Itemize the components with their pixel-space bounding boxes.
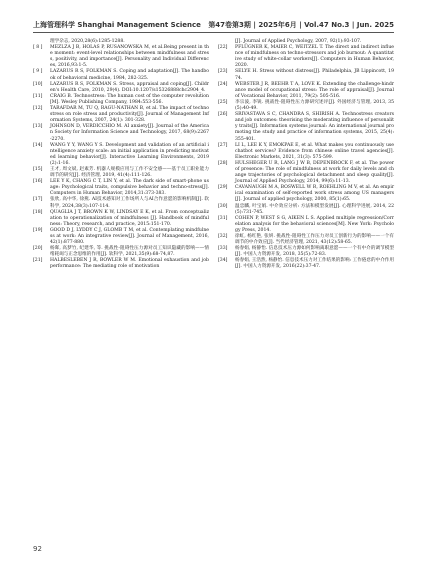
reference-entry [33,210,209,228]
page-number: 92 [33,545,42,553]
reference-number: [19] [33,227,43,233]
reference-text: LI L, LEE K Y, EMOKPAE E, et al. What makes you continuously use chatbot services? Evidence from chinese online travel agencies[J]. Electronic Markets, 2021, 31(3): 575-599. [235,142,394,160]
reference-entry [218,100,394,112]
reference-number: [21] [33,258,43,264]
reference-text: 张欣, 高中华, 徐燕. AI技术感知对工作场所人与AI合作意愿的影响机制[J]. 软科学, 2024,38(3):107-114. [50,197,209,209]
reference-entry [218,45,394,69]
reference-text: 王才, 周文斌, 赵素芳. 机器人规模应用与工作不安全感——基于员工职业能力调节的研究[J]. 经济管理, 2019, 41(4):111-126. [50,166,209,179]
reference-text: SRIVASTAVA S C, CHANDRA S, SHIRISH A. Technostress creators and job outcomes: theorising the moderating influence of personality traits[J]. Information systems journal: An international journal promoting the study and practice of information systems, 2015, 25(4):355-401. [235,112,394,142]
reference-number: [32] [218,234,228,239]
journal-title: 上海管理科学 Shanghai Management Science [33,21,201,29]
reference-entry [33,124,209,142]
reference-text: PFLÜGNER K, MAIER C, WEITZEL T. The direct and indirect influence of mindfulness on techno-stressors and job burnout: A quantitative study of white-collar workers[J]. Computers in Human Behavior, 2020. [235,45,394,69]
reference-number: [ 8 ] [33,45,43,51]
reference-number: [14] [33,142,43,148]
reference-number: [ 9 ] [33,69,43,75]
reference-number: [27] [218,142,228,148]
reference-number: [34] [218,258,228,264]
reference-text: WEBSTER J R, BEEHR T A, LOVE K. Extending the challenge-hindrance model of occupational stress: The role of appraisal[J]. Journal of Vocational Behavior, 2011, 79(2): 505-516. [235,81,394,99]
reference-text: JOHNSON D, VERDICCHIO M. AI anxiety[J]. Journal of the American Society for Information Science and Technology, 2017, 68(9):2267-2270. [50,124,209,142]
reference-entry [218,258,394,270]
reference-number: [23] [218,69,228,75]
reference-text: CRAIG B. Technostress: The human cost of the computer revolution[M]. Wesley Publishing Company, 1984:553-556. [50,93,209,105]
reference-number: [28] [218,160,228,166]
reference-text: SELYE H. Stress without distress[J]. Philadelphia, JB Lippincott, 1974. [235,69,394,81]
reference-text: QUAGLIA J T, BROWN K W, LINDSAY E K, et al. From conceptualization to operationalization of mindfulness [J]. Handbook of mindfulness: Theory, research, and practice, 2015:151-170. [50,209,209,227]
reference-entry [218,161,394,185]
reference-text: HALBESLEBEN J R, BOWLER W M. Emotional exhaustion and job performance: The mediating role of motivation [50,258,209,270]
reference-number: [16] [33,179,43,185]
reference-text: LAZARUS R S, FOLKMAN S. Coping and adaptation[J]. The handbook of behavioral medicine, 1984, 282-325. [50,69,209,81]
reference-entry [33,179,209,197]
reference-number: [18] [33,209,43,215]
reference-entry [218,112,394,142]
reference-entry [218,69,394,81]
reference-text: TARAFDAR M, TU Q, RAGU-NATHAN B, et al. The impact of technostress on role stress and productivity[J]. Journal of Management Information Systems, 2007, 24(1): 301-328. [50,106,209,124]
reference-text: COHEN P, WEST S G, AIKEN L S. Applied multiple regression/Correlation analysis for the behavioral sciences[M]. New York: Psychology Press, 2014. [235,215,394,233]
reference-text: LAZARUS R S, FOLKMAN S. Stress, appraisal and coping[J]. Children's Health Care, 2010, 29(4). DOI:10.1207/s15326888chc2904_4. [50,81,209,93]
reference-entry [218,82,394,100]
reference-number: [33] [218,246,228,252]
reference-entry [33,94,209,106]
reference-number: [25] [218,99,228,105]
reference-entry [33,45,209,69]
reference-text: HULSHEGER U R, LANG J W B, DEPENBROCK F, et al. The power of presence: The role of mindfulness at work for daily levels and change trajectories of psychological detachment and sleep quality[J]. Journal of Applied Psychology, 2014, 99(6):11-13. [235,160,394,185]
running-header [33,17,394,30]
reference-text: 李宗波, 李锐. 挑战性-阻碍性压力源研究述评[J]. 外国经济与管理, 2013, 35(5):40-49. [235,99,394,112]
reference-entry [218,143,394,161]
reference-entry [33,246,209,258]
reference-text: MEZLZA J B, HOLAS P, RUSANOWSKA M, et al.Being present in the moment: event-level relationships between mindfulness and stress, positivity, and importance[J]. Personality and Individual Differences, 2016,93:1-5. [50,45,209,69]
reference-entry [33,228,209,246]
reference-number: [15] [33,166,43,172]
reference-text: [J]. Journal of Applied Psychology, 2007, 92(1):93-107. [235,39,362,44]
reference-entry [33,143,209,167]
reference-number: [20] [33,246,43,252]
reference-entry [33,69,209,81]
reference-text: WANG Y Y, WANG Y S. Development and validation of an artificial intelligence anxiety scale: an initial application in predicting motivated learning behavior[J]. Interactive Learning Environments, 2019(2):1-16. [50,142,209,166]
references-right-column [218,39,394,271]
references-left-column [33,39,209,271]
reference-text: 温忠麟, 叶宝娟. 中介效应分析: 方法和模型发展[J]. 心理科学进展, 2014, 22(5):731-745. [235,203,394,215]
reference-entry [218,246,394,258]
reference-number: [30] [218,203,228,209]
issue-info: 第47卷第3期 | 2025年6月 | Vol.47 No.3 | Jun. 2025 [208,21,394,29]
reference-number: [29] [218,185,228,191]
reference-entry [33,258,209,270]
reference-text: LEE Y K, CHANG C T, LIN Y, et al. The dark side of smart-phone usage: Psychological traits, compulsive behavior and techno-stress[J]. Computers in Human Behavior, 2014,31:373-383. [50,179,209,197]
reference-entry [218,234,394,246]
reference-entry [33,197,209,209]
reference-number: [11] [33,93,43,99]
reference-entry [33,106,209,124]
reference-text: 理学杂志, 2020,28(6):1285-1288. [50,39,125,44]
reference-entry [218,185,394,203]
reference-entry [33,82,209,94]
reference-text: 杨晖, 高梦竹, 纪建华, 等. 挑战性-阻碍性压力源对员工知识隐藏的影响——情绪耗竭与正念思维的作用[J]. 软科学, 2021,35(9):68-74,87. [50,246,209,258]
reference-text: GOOD D J, LYDDY C J, GLOMB T M, et al. Contemplating mindfulness at work: An integrative review[J]. Journal of Management, 2016, 42(1):877-880. [50,227,209,246]
reference-number: [17] [33,197,43,203]
reference-number: [24] [218,81,228,87]
reference-number: [31] [218,215,228,221]
reference-number: [10] [33,81,43,87]
reference-entry [218,216,394,234]
header-rule [33,32,394,33]
reference-entry [33,167,209,179]
reference-number: [26] [218,112,228,118]
reference-entry [218,204,394,216]
reference-number: [13] [33,124,43,130]
reference-number: [12] [33,106,43,112]
reference-number: [22] [218,45,228,51]
reference-text: 杨春娟, 杨静怡. 信息技术压力源如何影响离职意愿——一个有中介的调节模型[J]. 中国人力资源开发, 2018, 35(5):72-83. [235,246,394,258]
reference-text: CAVANAUGH M A, BOSWELL W R, ROEHLING M V, et al. An empirical examination of self-reported work stress among US managers[J]. Journal of applied psychology, 2000, 85(1):65. [235,185,395,203]
reference-text: 杨春娟, 王浩然, 杨静怡. 信息技术压力对工作结果的影响: 工作倦怠的中介作用[J]. 中国人力资源开发, 2016(22):37-47. [235,258,394,270]
reference-text: 徐虹, 杨红艳, 张妍. 挑战性-阻碍性工作压力对员工创新行为的影响——一个有调节的中介效应[J]. 当代经济管理, 2021, 43(12):58-65. [235,234,394,246]
